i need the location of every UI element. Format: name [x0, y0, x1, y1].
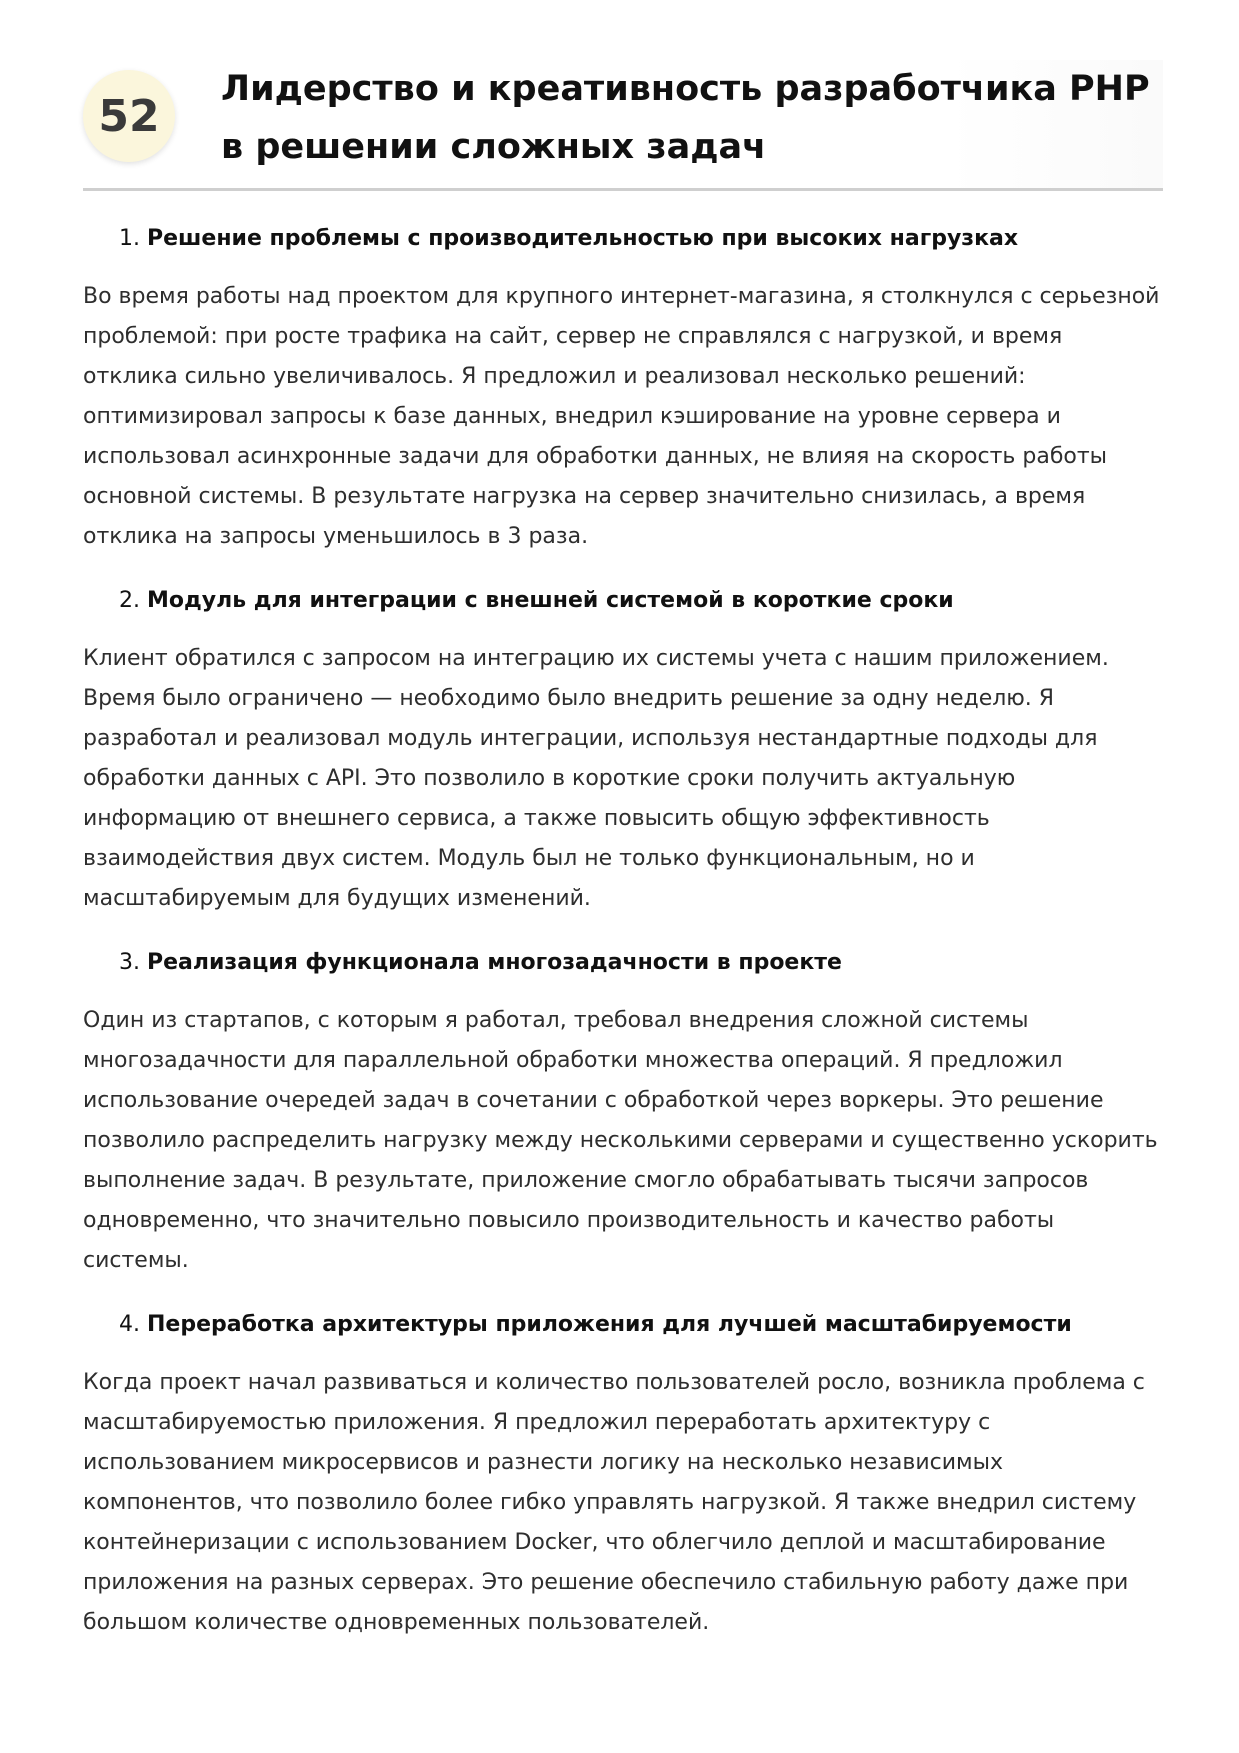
- section-4: [83, 1307, 1163, 1643]
- section-number: 1.: [119, 226, 140, 251]
- section-paragraph: Один из стартапов, с которым я работал, требовал внедрения сложной системы многозадачности для параллельной обработки множества операций. Я предложил использование очередей задач в сочетании с обработкой через воркеры. Это решение позволило распределить нагрузку между несколькими серверами и существенно ускорить выполнение задач. В результате, приложение смогло обрабатывать тысячи запросов одновременно, что значительно повысило производительность и качество работы системы.: [83, 1008, 1158, 1273]
- section-2: [83, 583, 1163, 919]
- section-number: 3.: [119, 950, 140, 975]
- section-heading: [83, 1307, 1163, 1343]
- section-title: Переработка архитектуры приложения для лучшей масштабируемости: [147, 1312, 1072, 1337]
- section-1: [83, 221, 1163, 557]
- section-title: Решение проблемы с производительностью при высоких нагрузках: [147, 226, 1019, 251]
- page-title: Лидерство и креативность разработчика PHP в решении сложных задач: [221, 69, 1150, 167]
- page-header: [83, 60, 1163, 191]
- section-paragraph: Во время работы над проектом для крупного интернет-магазина, я столкнулся с серьезной проблемой: при росте трафика на сайт, сервер не справлялся с нагрузкой, и время отклика сильно увеличивалось. Я предложил и реализовал несколько решений: оптимизировал запросы к базе данных, внедрил кэширование на уровне сервера и использовал асинхронные задачи для обработки данных, не влияя на скорость работы основной системы. В результате нагрузка на сервер значительно снизилась, а время отклика на запросы уменьшилось в 3 раза.: [83, 284, 1160, 549]
- section-heading: [83, 221, 1163, 257]
- section-number: 2.: [119, 588, 140, 613]
- section-heading: [83, 945, 1163, 981]
- section-title: Модуль для интеграции с внешней системой в короткие сроки: [147, 588, 954, 613]
- page-number-badge: 52: [83, 70, 175, 162]
- section-heading: [83, 583, 1163, 619]
- section-paragraph: Когда проект начал развиваться и количество пользователей росло, возникла проблема с масштабируемостью приложения. Я предложил переработать архитектуру с использованием микросервисов и разнести логику на несколько независимых компонентов, что позволило более гибко управлять нагрузкой. Я также внедрил систему контейнеризации с использованием Docker, что облегчило деплой и масштабирование приложения на разных серверах. Это решение обеспечило стабильную работу даже при большом количестве одновременных пользователей.: [83, 1370, 1145, 1635]
- section-title: Реализация функционала многозадачности в проекте: [147, 950, 842, 975]
- section-number: 4.: [119, 1312, 140, 1337]
- document-page: [83, 60, 1163, 1669]
- section-3: [83, 945, 1163, 1281]
- section-paragraph: Клиент обратился с запросом на интеграцию их системы учета с нашим приложением. Время было ограничено — необходимо было внедрить решение за одну неделю. Я разработал и реализовал модуль интеграции, используя нестандартные подходы для обработки данных с API. Это позволило в короткие сроки получить актуальную информацию от внешнего сервиса, а также повысить общую эффективность взаимодействия двух систем. Модуль был не только функциональным, но и масштабируемым для будущих изменений.: [83, 646, 1109, 911]
- document-content: [83, 221, 1163, 1643]
